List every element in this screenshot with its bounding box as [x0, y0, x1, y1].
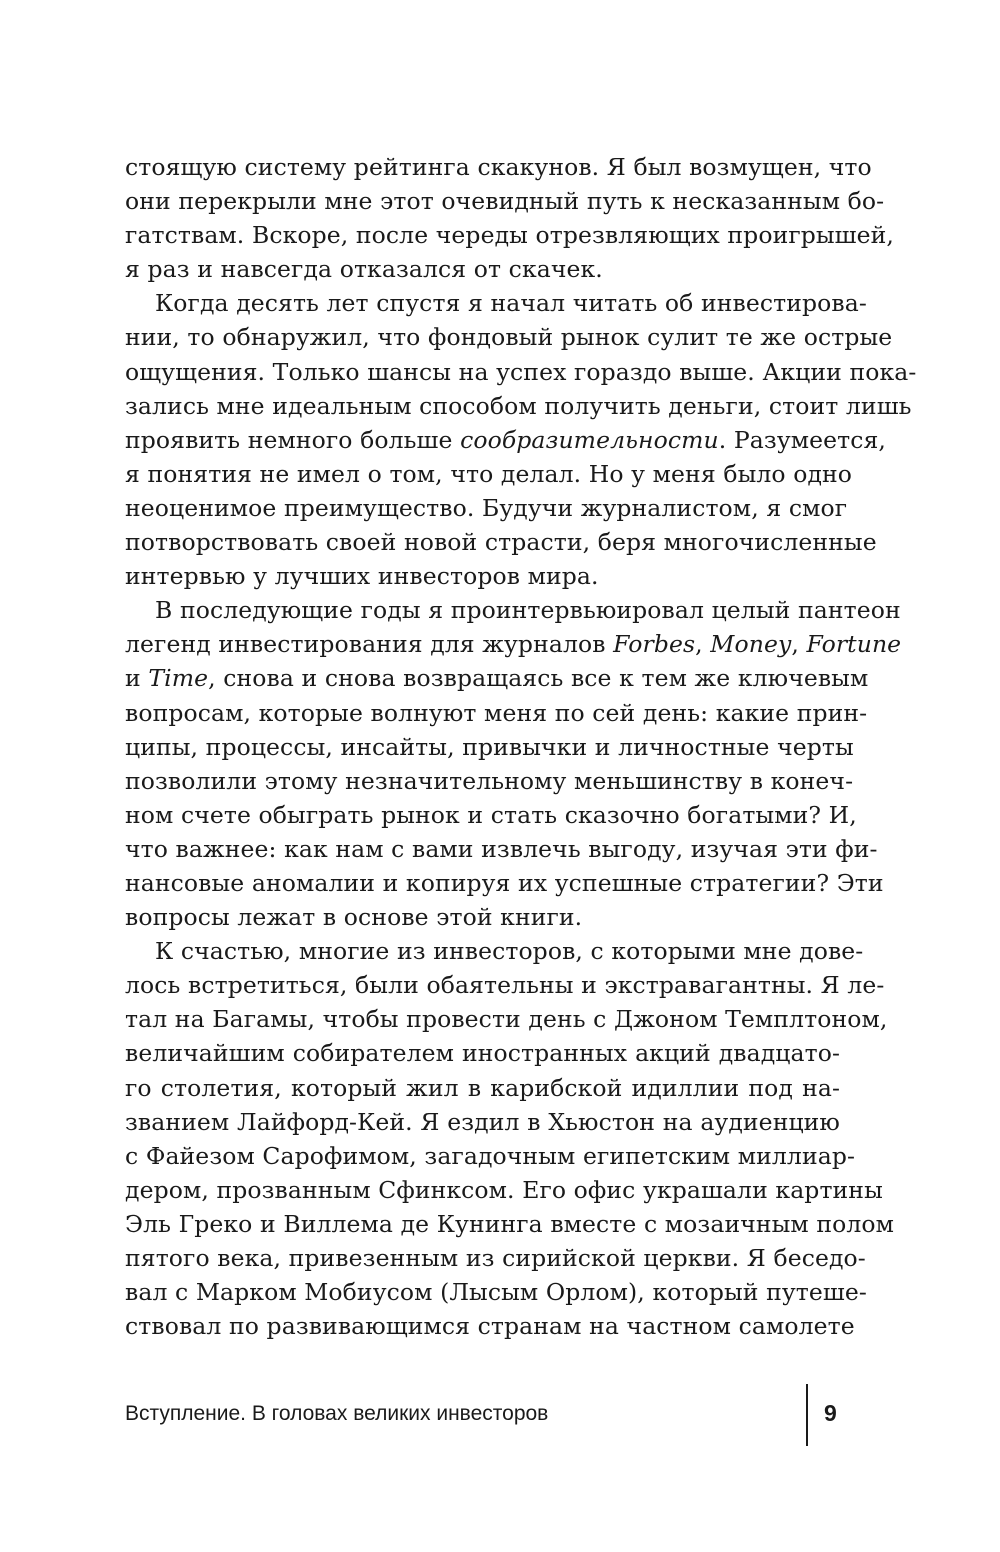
text-line [125, 627, 902, 661]
text-line: позволили этому незначительному меньшинству в конеч- [125, 766, 854, 795]
text-line: званием Лайфорд-Кей. Я ездил в Хьюстон на аудиенцию [125, 1107, 840, 1136]
text-line: с Файезом Сарофимом, загадочным египетским миллиар- [125, 1141, 856, 1170]
text-line: ципы, процессы, инсайты, привычки и личностные черты [125, 732, 854, 761]
text-run: легенд инвестирования для журналов [125, 630, 614, 659]
text-run: , снова и снова возвращаясь все к тем же ключевым [208, 664, 869, 693]
text-line: нансовые аномалии и копируя их успешные стратегии? Эти [125, 868, 884, 897]
page-number: 9 [824, 1400, 837, 1426]
text-line: К счастью, многие из инвесторов, с которыми мне дове- [155, 937, 864, 966]
footer-divider [806, 1384, 808, 1446]
text-line: что важнее: как нам с вами извлечь выгоду, изучая эти фи- [125, 834, 878, 863]
text-line: я раз и навсегда отказался от скачек. [125, 255, 603, 284]
text-line: вопросам, которые волнуют меня по сей день: какие прин- [125, 698, 868, 727]
text-run: , [695, 630, 711, 659]
text-line: ствовал по развивающимся странам на частном самолете [125, 1312, 855, 1341]
text-line: нии, то обнаружил, что фондовый рынок сулит те же острые [125, 323, 893, 352]
text-line: пятого века, привезенным из сирийской церкви. Я беседо- [125, 1244, 866, 1272]
text-line: тал на Багамы, чтобы провести день с Джоном Темплтоном, [125, 1005, 888, 1034]
text-line [125, 423, 887, 457]
text-line: зались мне идеальным способом получить деньги, стоит лишь [125, 391, 912, 420]
magazine-time: Time [148, 664, 209, 693]
body-text [125, 150, 917, 1343]
text-line: я понятия не имел о том, что делал. Но у меня было одно [125, 459, 853, 488]
magazine-forbes: Forbes [613, 630, 696, 659]
text-line: вал с Марком Мобиусом (Лысым Орлом), который путеше- [125, 1278, 867, 1307]
text-line: дером, прозванным Сфинксом. Его офис украшали картины [125, 1175, 883, 1204]
text-line: неоценимое преимущество. Будучи журналистом, я смог [125, 493, 848, 522]
text-line: Эль Греко и Виллема де Кунинга вместе с мозаичным полом [125, 1209, 895, 1238]
text-run: проявить немного больше [125, 425, 461, 454]
text-line: интервью у лучших инвесторов мира. [125, 562, 599, 591]
text-run: и [125, 664, 149, 693]
text-line: лось встретиться, были обаятельны и экстравагантны. Я ле- [125, 971, 885, 1000]
magazine-fortune: Fortune [806, 630, 902, 659]
text-line: величайшим собирателем иностранных акций двадцато- [125, 1039, 840, 1068]
text-line: Когда десять лет спустя я начал читать об инвестирова- [155, 289, 867, 318]
text-line: В последующие годы я проинтервьюировал целый пантеон [155, 596, 901, 625]
text-line: они перекрыли мне этот очевидный путь к несказанным бо- [125, 187, 885, 216]
text-line: вопросы лежат в основе этой книги. [125, 903, 583, 932]
text-line: стоящую систему рейтинга скакунов. Я был возмущен, что [125, 153, 872, 181]
running-footer-title: Вступление. В головах великих инвесторов [125, 1402, 549, 1425]
text-line [125, 661, 869, 695]
text-line: потворствовать своей новой страсти, беря многочисленные [125, 528, 877, 557]
text-line: гатствам. Вскоре, после череды отрезвляющих проигрышей, [125, 221, 894, 250]
text-run: . Разумеется, [718, 425, 887, 454]
text-line: го столетия, который жил в карибской идиллии под на- [125, 1073, 840, 1102]
magazine-money: Money [710, 630, 792, 659]
text-run: , [791, 630, 807, 659]
text-line: ощущения. Только шансы на успех гораздо выше. Акции пока- [125, 357, 917, 386]
text-line: ном счете обыграть рынок и стать сказочно богатыми? И, [125, 800, 857, 829]
italic-word: сообразительности [460, 425, 719, 454]
